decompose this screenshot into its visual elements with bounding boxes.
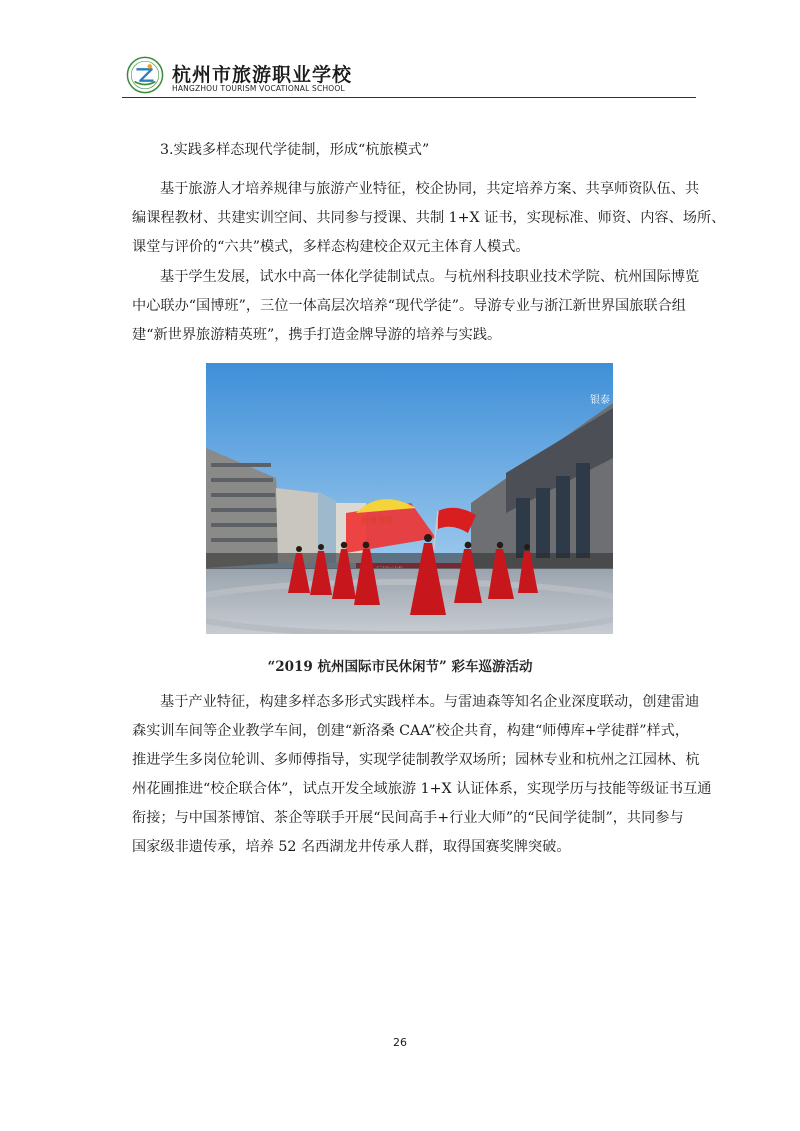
paragraph-2 (132, 263, 700, 350)
text-line: 州花圃推进“校企联合体”，试点开发全域旅游 1+X 认证体系，实现学历与技能等级证书互通 (132, 781, 712, 797)
text-line: 中心联办“国博班”，三位一体高层次培养“现代学徒”。导游专业与浙江新世界国旅联合组 (132, 298, 686, 314)
school-logo-icon (126, 56, 164, 94)
parade-photo (206, 363, 613, 634)
text-line: 衔接；与中国茶博馆、茶企等联手开展“民间高手+行业大师”的“民间学徒制”，共同参与 (132, 810, 684, 826)
paragraph-3 (132, 688, 712, 862)
text-line: 基于旅游人才培养规律与旅游产业特征，校企协同，共定培养方案、共享师资队伍、共 (160, 181, 700, 197)
page-number: 26 (393, 1036, 407, 1049)
school-name-cn: 杭州市旅游职业学校 (172, 64, 353, 86)
text-line: 基于产业特征，构建多样态多形式实践样本。与雷迪森等知名企业深度联动，创建雷迪 (160, 694, 700, 710)
photo-caption: “2019 杭州国际市民休闲节” 彩车巡游活动 (267, 659, 533, 675)
text-line: 推进学生多岗位轮训、多师傅指导，实现学徒制教学双场所；园林专业和杭州之江园林、杭 (132, 752, 700, 768)
text-line: 课堂与评价的“六共”模式，多样态构建校企双元主体育人模式。 (132, 239, 530, 255)
header-divider (122, 97, 696, 98)
section-heading: 3.实践多样态现代学徒制，形成“杭旅模式” (160, 142, 430, 158)
text-line: 建“新世界旅游精英班”，携手打造金牌导游的培养与实践。 (132, 327, 502, 343)
school-name-en: HANGZHOU TOURISM VOCATIONAL SCHOOL (172, 84, 345, 93)
text-line: 基于学生发展，试水中高一体化学徒制试点。与杭州科技职业技术学院、杭州国际博览 (160, 269, 700, 285)
text-line: 森实训车间等企业教学车间，创建“新洛桑 CAA”校企共育，构建“师傅库+学徒群”样式， (132, 723, 690, 739)
text-line: 编课程教材、共建实训空间、共同参与授课、共制 1+X 证书，实现标准、师资、内容、场所、 (132, 210, 726, 226)
page-header (122, 54, 696, 98)
building-sign: 银泰 (590, 395, 610, 406)
text-line: 国家级非遗传承，培养 52 名西湖龙井传承人群，取得国赛奖牌突破。 (132, 839, 571, 855)
paragraph-1 (132, 175, 726, 262)
svg-text:杭州市民: 杭州市民 (361, 516, 393, 525)
